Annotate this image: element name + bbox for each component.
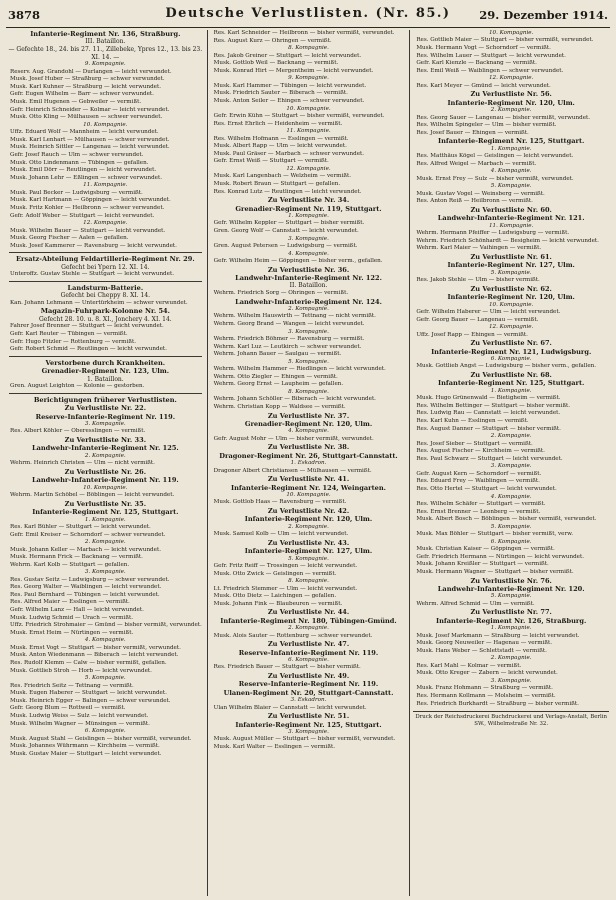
company-heading: 9. Kompagnie.	[84, 61, 126, 68]
casualty-entry: Musk. Robert Braun — Stuttgart — gefallen.	[213, 180, 341, 187]
casualty-entry: Musk. Ernst Vogt — Stuttgart — bisher vermißt, verwundet.	[10, 644, 181, 651]
company-heading: 6. Kompagnie.	[84, 728, 126, 735]
section-heading: Infanterie-Regiment Nr. 125, Stuttgart.	[235, 720, 382, 729]
casualty-entry: Res. Ernst Brenner — Leonberg — vermißt.	[416, 508, 541, 515]
casualty-entry: Musk. Christian Kaiser — Göppingen — vermißt.	[416, 546, 555, 553]
company-heading: 4. Kompagnie.	[288, 428, 329, 435]
company-heading: 6. Kompagnie.	[490, 356, 532, 362]
casualty-entry: Musk. Hermann Vogt — Schorndorf — vermißt.	[416, 45, 551, 51]
section-heading: Zu Verlustliste Nr. 47.	[267, 640, 350, 649]
casualty-entry: Musk. Alois Sauter — Rottenburg — schwer verwundet.	[213, 632, 373, 639]
company-heading: 5. Kompagnie.	[84, 675, 126, 682]
subheading: Gefecht 28. 10. u. 8. XI., Jonchery 4. XI. 14.	[38, 315, 172, 323]
casualty-entry: Musk. Johann Fink — Blaubeuren — vermißt.	[213, 600, 343, 607]
casualty-entry: Wehrm. Heinrich Christen — Ulm — nicht vermißt.	[10, 460, 155, 467]
casualty-entry: Musk. Ernst Heim — Nürtingen — vermißt.	[10, 629, 134, 636]
section-heading: Grenadier-Regiment Nr. 123, Ulm.	[41, 367, 169, 376]
casualty-entry: Res. Rudolf Klemm — Calw — bisher vermißt, gefallen.	[10, 660, 167, 667]
casualty-entry: Musk. Otto Lindenmann — Tübingen — gefallen.	[10, 159, 149, 166]
section-heading: Reserve-Infanterie-Regiment Nr. 119.	[238, 680, 379, 689]
casualty-entry: Musk. Johann Lehr — Eßlingen — schwer verwundet.	[10, 174, 162, 181]
section-heading: Grenadier-Regiment Nr. 120, Ulm.	[244, 419, 373, 428]
company-heading: 3. Kompagnie.	[288, 328, 329, 335]
section-heading: Infanterie-Regiment Nr. 125, Stuttgart.	[438, 379, 585, 388]
section-heading: Ulanen-Regiment Nr. 20, Stuttgart-Cannstatt.	[223, 688, 394, 697]
casualty-entry: Musk. Konrad Hirt — Mergentheim — leicht verwundet.	[213, 67, 374, 74]
section-heading: Landwehr-Infanterie-Regiment Nr. 125.	[31, 444, 179, 453]
section-heading: Zu Verlustliste Nr. 56.	[470, 90, 552, 99]
company-heading: 11. Kompagnie.	[83, 182, 128, 189]
casualty-entry: Gefr. Adolf Weber — Stuttgart — leicht verwundet.	[10, 212, 155, 219]
casualty-entry: Wehrm. Friedrich Böhmer — Ravensburg — vermißt.	[213, 335, 365, 342]
casualty-entry: Musk. Hermann Frick — Backnang — vermißt.	[10, 554, 143, 561]
section-heading: Zu Verlustliste Nr. 44.	[267, 608, 350, 617]
casualty-entry: Musk. Ludwig Weiss — Sulz — leicht verwundet.	[10, 713, 149, 719]
section-heading: Zu Verlustliste Nr. 34.	[267, 196, 350, 205]
casualty-entry: Musk. Albert Rapp — Ulm — leicht verwundet.	[213, 143, 347, 150]
subheading: II. Bataillon.	[289, 282, 328, 290]
company-heading: 8. Kompagnie.	[288, 45, 329, 52]
casualty-entry: Gefr. Wilhelm Heim — Göppingen — bisher verm., gefallen.	[213, 257, 383, 264]
subheading: Gefecht bei Ypern 12. XI. 14.	[61, 263, 150, 271]
casualty-entry: Wehrm. Johann Bauer — Saulgau — vermißt.	[213, 351, 342, 358]
casualty-entry: Res. Anton Reiß — Heilbronn — vermißt.	[416, 198, 533, 205]
casualty-entry: Res. Emil Weiß — Waiblingen — schwer verwundet.	[416, 67, 564, 74]
company-heading: 1. Eskadron.	[290, 460, 327, 467]
company-heading: 5. Kompagnie.	[490, 269, 532, 276]
company-heading: 8. Kompagnie.	[288, 578, 329, 585]
section-heading: Infanterie-Regiment Nr. 127, Ulm.	[244, 547, 373, 556]
printer-footer: Druck der Reichsdruckerei Buchdruckerei und Verlags-Anstalt, Berlin SW., Wilhelmstraße Nr. 32.	[413, 711, 609, 728]
section-heading: Zu Verlustliste Nr. 41.	[267, 475, 350, 484]
company-heading: 5. Kompagnie.	[288, 555, 329, 562]
section-heading: Infanterie-Regiment Nr. 120, Ulm.	[447, 98, 575, 107]
section-heading: Zu Verlustliste Nr. 67.	[470, 339, 552, 348]
company-heading: 12. Kompagnie.	[83, 220, 128, 227]
casualty-entry: Gefr. Friedrich Hermann — Nürtingen — leicht verwundet.	[416, 553, 585, 560]
casualty-entry: Res. Paul Schwarz — Stuttgart — leicht verwundet.	[416, 455, 563, 462]
casualty-entry: Gefr. Georg Bauer — Langenau — vermißt.	[416, 316, 539, 323]
section-heading: Zu Verlustliste Nr. 62.	[470, 284, 552, 293]
section-heading: Zu Verlustliste Nr. 76.	[470, 576, 552, 585]
section-heading: Infanterie-Regiment Nr. 136, Straßburg.	[30, 30, 181, 38]
casualty-entry: Wehrm. Johann Schöller — Biberach — leicht verwundet.	[213, 396, 376, 403]
company-heading: 6. Kompagnie.	[288, 656, 329, 663]
casualty-entry: Res. Hermann Kollmann — Molsheim — vermißt.	[416, 692, 556, 699]
company-heading: 4. Kompagnie.	[288, 250, 329, 257]
section-heading: Zu Verlustliste Nr. 33.	[64, 436, 146, 445]
casualty-entry: Uffz. Josef Rapp — Ehingen — vermißt.	[416, 331, 528, 338]
casualty-entry: Res. Albert Köhler — Oberesslingen — vermißt.	[10, 428, 146, 435]
page-number: 3878	[8, 8, 41, 22]
casualty-entry: Wehrm. Christian Kopp — Waldsee — vermißt.	[213, 403, 346, 410]
company-heading: 2. Kompagnie.	[288, 625, 329, 632]
casualty-entry: Res. Wilhelm Spingeler — Ulm — bisher vermißt.	[416, 122, 557, 129]
casualty-entry: Kan. Johann Lehmann — Untertürkheim — schwer verwundet.	[10, 299, 188, 306]
section-rule	[9, 356, 202, 357]
section-heading: Zu Verlustliste Nr. 42.	[267, 506, 350, 515]
casualty-entry: Musk. Gottlob Haas — Ravensburg — vermißt.	[213, 499, 347, 506]
subheading: Gefecht bei Cheppy 8. XI. 14.	[60, 292, 151, 300]
casualty-entry: Res. Paul Bernhard — Tübingen — leicht verwundet.	[10, 591, 160, 598]
company-heading: 2. Kompagnie.	[288, 305, 329, 312]
casualty-entry: Musk. Otto Kling — Mülhausen — schwer verwundet.	[10, 114, 163, 121]
subheading: — Gefechte 18., 24. bis 27. 11., Zillebeke, Ypres 12., 13. bis 23. XI. 14. —	[8, 46, 203, 61]
casualty-entry: Res. Gottlieb Maier — Stuttgart — bisher vermißt, verwundet.	[416, 37, 594, 44]
section-heading: Zu Verlustliste Nr. 49.	[267, 671, 350, 680]
section-heading: Ersatz-Abteilung Feldartillerie-Regiment Nr. 29.	[16, 255, 195, 264]
company-heading: 4. Kompagnie.	[84, 637, 126, 644]
casualty-entry: Musk. Gustav Maier — Stuttgart — leicht verwundet.	[10, 750, 162, 757]
casualty-entry: Musk. Hugo Grünenwald — Bietigheim — vermißt.	[416, 395, 561, 402]
page-date: 29. Dezember 1914.	[479, 8, 608, 22]
section-heading: Zu Verlustliste Nr. 36.	[267, 265, 350, 274]
casualty-entry: Res. Alfred Maier — Esslingen — vermißt.	[10, 599, 130, 606]
section-rule	[9, 252, 202, 253]
company-heading: 2. Kompagnie.	[84, 452, 126, 459]
section-heading: Infanterie-Regiment Nr. 120, Ulm.	[244, 515, 373, 524]
company-heading: 5. Kompagnie.	[490, 593, 532, 600]
section-heading: Zu Verlustliste Nr. 61.	[470, 252, 552, 261]
section-heading: Reserve-Infanterie-Regiment Nr. 119.	[35, 412, 176, 421]
casualty-entry: Res. Ernst Ehrlich — Heidenheim — vermißt.	[213, 120, 343, 127]
casualty-entry: Wehrm. Karl Kolb — Stuttgart — gefallen.	[10, 561, 130, 568]
columns	[4, 30, 612, 896]
casualty-entry: Reserv. Aug. Grandohl — Durlangen — leicht verwundet.	[10, 68, 172, 75]
company-heading: 3. Kompagnie.	[288, 235, 329, 242]
section-heading: Infanterie-Regiment Nr. 120, Ulm.	[447, 293, 575, 302]
section-heading: Infanterie-Regiment Nr. 124, Weingarten.	[231, 483, 386, 492]
casualty-entry: Musk. Albert Bosch — Böblingen — bisher vermißt, verwundet.	[416, 516, 597, 523]
section-heading: Magazin-Fuhrpark-Kolonne Nr. 54.	[40, 307, 170, 316]
casualty-entry: Musk. Johannes Wührmann — Kirchheim — vermißt.	[10, 743, 160, 750]
casualty-entry: Dragoner Albert Christiansen — Mülhausen — vermißt.	[213, 467, 372, 474]
company-heading: 2. Kompagnie.	[490, 655, 532, 662]
casualty-entry: Musk. Josef Kammerer — Ravensburg — leicht verwundet.	[10, 242, 177, 249]
casualty-entry: Musk. Samuel Kolb — Ulm — leicht verwundet.	[213, 531, 349, 538]
casualty-entry: Res. August Fischer — Kirchheim — vermißt.	[416, 448, 545, 455]
casualty-entry: Wehrm. Martin Schöbel — Böblingen — leicht verwundet.	[10, 492, 175, 499]
casualty-entry: Musk. Friedrich Sauter — Biberach — vermißt.	[213, 90, 348, 97]
company-heading: 10. Kompagnie.	[83, 121, 128, 128]
section-heading: Zu Verlustliste Nr. 68.	[470, 371, 552, 379]
section-heading: Infanterie-Regiment Nr. 125, Stuttgart.	[438, 137, 585, 146]
company-heading: 10. Kompagnie.	[83, 484, 128, 491]
casualty-entry: Res. Otto Hertel — Stuttgart — leicht verwundet.	[416, 485, 557, 492]
section-heading: Verstorbene durch Krankheiten.	[45, 358, 166, 367]
company-heading: 1. Kompagnie.	[490, 387, 532, 394]
section-heading: Infanterie-Regiment Nr. 180, Tübingen-Gmünd.	[220, 616, 397, 625]
company-heading: 10. Kompagnie.	[286, 105, 331, 112]
casualty-entry: Musk. Gottlieb Stroh — Horb — leicht verwundet.	[10, 667, 152, 674]
company-heading: 10. Kompagnie.	[488, 30, 534, 36]
casualty-entry: Wehrm. Hermann Pfeiffer — Ludwigsburg — vermißt.	[416, 230, 570, 237]
casualty-entry: Gefr. August Kern — Schorndorf — vermißt.	[416, 470, 542, 477]
company-heading: 8. Kompagnie.	[288, 388, 329, 395]
company-heading: 3. Kompagnie.	[84, 421, 126, 428]
section-heading: Infanterie-Regiment Nr. 126, Straßburg.	[436, 616, 587, 625]
company-heading: 9. Kompagnie.	[288, 75, 329, 82]
casualty-entry: Musk. Josef Markmann — Straßburg — leicht verwundet.	[416, 632, 580, 639]
casualty-entry: Wehrm. Wilhelm Hauswirth — Tettnang — nicht vermißt.	[213, 313, 376, 320]
casualty-entry: Res. Alfred Weigel — Marbach — vermißt.	[416, 160, 537, 167]
casualty-entry: Musk. Anton Seiler — Ehingen — schwer verwundet.	[213, 97, 365, 104]
casualty-entry: Res. Wilhelm Bettinger — Stuttgart — bisher vermißt.	[416, 402, 571, 409]
casualty-entry: Musk. Wilhelm Bauer — Stuttgart — leicht verwundet.	[10, 227, 166, 234]
casualty-entry: Res. Karl Meyer — Gmünd — leicht verwundet.	[416, 82, 551, 89]
casualty-entry: Wehrm. Alfred Schmid — Ulm — vermißt.	[416, 600, 535, 607]
company-heading: 10. Kompagnie.	[488, 301, 534, 308]
casualty-entry: Res. Georg Walter — Waiblingen — leicht verwundet.	[10, 584, 162, 591]
casualty-entry: Res. Josef Bauer — Ehingen — vermißt.	[416, 129, 529, 136]
casualty-entry: Musk. Johann Keller — Marbach — leicht verwundet.	[10, 546, 161, 553]
casualty-entry: Musk. Eugen Haberer — Stuttgart — leicht verwundet.	[10, 690, 167, 697]
casualty-entry: Res. Friedrich Burkhardt — Straßburg — bisher vermißt.	[416, 700, 579, 707]
casualty-entry: Uffz. Friedrich Strohmaier — Gmünd — bisher vermißt, verwundet.	[10, 622, 202, 629]
casualty-entry: Lt. Friedrich Stemmer — Ulm — leicht verwundet.	[213, 585, 358, 592]
casualty-entry: Res. Karl Bühler — Stuttgart — leicht verwundet.	[10, 523, 151, 530]
casualty-entry: Ulan Wilhelm Blaier — Cannstatt — leicht verwundet.	[213, 704, 367, 711]
casualty-entry: Musk. Otto Zwick — Geislingen — vermißt.	[213, 570, 337, 577]
casualty-entry: Gefr. Erwin Kühn — Stuttgart — bisher vermißt, verwundet.	[213, 112, 385, 119]
casualty-entry: Gefr. Wilhelm Lanz — Hall — leicht verwundet.	[10, 607, 144, 614]
section-heading: Zu Verlustliste Nr. 51.	[267, 712, 350, 721]
casualty-entry: Wehrm. Friedrich Sorg — Öhringen — vermißt.	[213, 289, 349, 296]
casualty-entry: Wehrm. Friedrich Schönhardt — Besigheim — leicht verwundet.	[416, 237, 599, 244]
section-heading: Landwehr-Infanterie-Regiment Nr. 122.	[235, 273, 382, 282]
section-heading: Dragoner-Regiment Nr. 26, Stuttgart-Cannstatt.	[219, 451, 398, 460]
section-heading: Zu Verlustliste Nr. 38.	[267, 443, 350, 452]
subheading: 1. Bataillon.	[86, 375, 124, 383]
casualty-entry: Res. Wilhelm Lauer — Stuttgart — leicht verwundet.	[416, 52, 566, 59]
company-heading: 3. Kompagnie.	[84, 569, 126, 576]
casualty-entry: Gefr. Fritz Reiff — Trossingen — leicht verwundet.	[213, 562, 358, 569]
casualty-entry: Musk. Gustav Vogel — Weinsberg — vermißt.	[416, 190, 545, 197]
header-rule	[6, 27, 610, 28]
casualty-entry: Musk. Franz Hohmann — Straßburg — vermißt.	[416, 685, 553, 692]
casualty-entry: Res. Gustav Seitz — Ludwigsburg — schwer verwundet.	[10, 576, 170, 583]
company-heading: 12. Kompagnie.	[286, 165, 331, 172]
company-heading: 11. Kompagnie.	[286, 128, 331, 135]
company-heading: 11. Kompagnie.	[488, 222, 534, 229]
company-heading: 1. Kompagnie.	[490, 145, 532, 152]
company-heading: 2. Kompagnie.	[84, 539, 126, 546]
casualty-entry: Musk. Gottlob Weil — Backnang — vermißt.	[213, 60, 339, 67]
casualty-entry: Res. Eduard Frey — Waiblingen — vermißt.	[416, 478, 540, 485]
section-heading: Reserve-Infanterie-Regiment Nr. 119.	[238, 648, 379, 657]
casualty-entry: Gefr. Eugen Wilhelm — Barr — schwer verwundet.	[10, 91, 154, 98]
section-rule	[9, 393, 202, 394]
section-heading: Landwehr-Infanterie-Regiment Nr. 120.	[437, 584, 585, 593]
casualty-entry: Unteroffz. Gustav Stehle — Stuttgart — leicht verwundet.	[10, 271, 174, 278]
casualty-entry: Gefr. Josef Rauch — Ulm — schwer verwundet.	[10, 151, 144, 158]
casualty-entry: Res. Friedrich Bauer — Stuttgart — bisher vermißt.	[213, 664, 361, 671]
page-title: Deutsche Verlustlisten. (Nr. 85.)	[165, 6, 451, 21]
section-heading: Infanterie-Regiment Nr. 121, Ludwigsburg.	[431, 347, 592, 356]
casualty-entry: Res. August Danner — Stuttgart — bisher vermißt.	[416, 425, 561, 432]
company-heading: 4. Kompagnie.	[490, 168, 532, 175]
casualty-entry: Musk. Georg Fischer — Aalen — gefallen.	[10, 235, 129, 242]
company-heading: 1. Kompagnie.	[84, 516, 126, 523]
casualty-entry: Musk. Heinrich Egger — Balingen — schwer verwundet.	[10, 697, 171, 704]
casualty-entry: Gefr. August Mohr — Ulm — bisher vermißt, verwundet.	[213, 435, 374, 442]
section-heading: Landwehr-Infanterie-Regiment Nr. 119.	[31, 476, 179, 485]
company-heading: 12. Kompagnie.	[488, 324, 534, 331]
casualty-entry: Musk. Karl Langenbach — Welzheim — vermißt.	[213, 173, 352, 180]
casualty-entry: Musk. Otto Kreger — Zabern — leicht verwundet.	[416, 670, 558, 677]
casualty-entry: Gefr. Wilhelm Haberer — Ulm — leicht verwundet.	[416, 309, 561, 315]
company-heading: 3. Eskadron.	[290, 697, 327, 704]
casualty-entry: Res. Konrad Lutz — Reutlingen — leicht verwundet.	[213, 188, 362, 195]
casualty-entry: Res. Wilhelm Hofmann — Esslingen — vermißt.	[213, 135, 349, 142]
section-heading: Landwehr-Infanterie-Regiment Nr. 121.	[437, 214, 585, 223]
company-heading: 5. Kompagnie.	[490, 183, 532, 190]
section-heading: Zu Verlustliste Nr. 60.	[470, 205, 552, 214]
casualty-entry: Musk. Fritz Kohler — Heilbronn — schwer verwundet.	[10, 204, 165, 211]
casualty-entry: Musk. Johann Kreißler — Stuttgart — vermißt.	[416, 561, 549, 568]
casualty-entry: Musk. Paul Gräser — Marbach — schwer verwundet.	[213, 150, 365, 157]
casualty-entry: Wehrm. Georg Ernst — Laupheim — gefallen.	[213, 381, 344, 388]
company-heading: 5. Kompagnie.	[288, 358, 329, 365]
company-heading: 12. Kompagnie.	[488, 75, 534, 82]
section-heading: Landsturm-Batterie.	[67, 283, 144, 292]
company-heading: 1. Kompagnie.	[490, 625, 532, 632]
casualty-entry: Musk. Hans Weber — Schlettstadt — vermißt.	[416, 647, 547, 654]
section-heading: Infanterie-Regiment Nr. 127, Ulm.	[447, 261, 575, 270]
section-heading: Grenadier-Regiment Nr. 119, Stuttgart.	[235, 204, 382, 213]
company-heading: 2. Kompagnie.	[490, 433, 532, 440]
casualty-entry: Res. Ludwig Rau — Cannstatt — leicht verwundet.	[416, 410, 561, 417]
company-heading: 1. Kompagnie.	[288, 212, 329, 219]
casualty-entry: Musk. August Stahl — Geislingen — bisher vermißt, verwundet.	[10, 735, 192, 742]
section-heading: Zu Verlustliste Nr. 22.	[64, 404, 146, 413]
section-heading: Landwehr-Infanterie-Regiment Nr. 124.	[235, 297, 382, 306]
casualty-entry: Gefr. Robert Schmid — Reutlingen — leicht verwundet.	[10, 346, 167, 353]
casualty-entry: Gefr. Heinrich Schneider — Kolmar — leicht verwundet.	[10, 106, 170, 113]
casualty-entry: Musk. Wilhelm Wagner — Münsingen — vermißt.	[10, 720, 150, 727]
casualty-entry: Musk. Karl Lenhart — Mülhausen — schwer verwundet.	[10, 136, 170, 143]
casualty-entry: Musk. Karl Hammer — Tübingen — leicht verwundet.	[213, 82, 367, 89]
company-heading: 3. Kompagnie.	[490, 677, 532, 684]
casualty-entry: Gefr. Ernst Weiß — Stuttgart — vermißt.	[213, 158, 329, 165]
column-middle	[207, 30, 410, 896]
company-heading: 3. Kompagnie.	[288, 729, 329, 735]
casualty-entry: Res. Josef Sieber — Stuttgart — vermißt.	[416, 440, 533, 447]
section-heading: Infanterie-Regiment Nr. 125, Stuttgart.	[32, 508, 179, 517]
casualty-entry: Uffz. Eduard Wolf — Mannheim — leicht verwundet.	[10, 129, 159, 136]
casualty-entry: Musk. Gottlieb Angst — Ludwigsburg — bisher verm., gefallen.	[416, 363, 597, 370]
casualty-entry: Fahrer Josef Brenner — Stuttgart — leicht verwundet.	[10, 323, 164, 330]
casualty-entry: Musk. Emil Hugenen — Gebweiler — vermißt.	[10, 98, 142, 105]
casualty-entry: Res. Wilhelm Schäfer — Stuttgart — vermißt.	[416, 500, 546, 507]
casualty-entry: Res. Matthäus Kögel — Geislingen — leicht verwundet.	[416, 153, 574, 160]
casualty-entry: Res. Georg Sauer — Langenau — bisher vermißt, verwundet.	[416, 114, 591, 121]
casualty-entry: Musk. Paul Becker — Ludwigsburg — vermißt.	[10, 189, 143, 196]
casualty-entry: Res. August Kurz — Öhringen — vermißt.	[213, 37, 332, 44]
casualty-entry: Res. Karl Schneider — Heilbronn — bisher vermißt, verwundet.	[213, 30, 395, 36]
casualty-entry: Res. Karl Kuhn — Esslingen — vermißt.	[416, 418, 529, 424]
casualty-entry: Gefr. Emil Kreiser — Schorndorf — schwer verwundet.	[10, 531, 166, 538]
casualty-entry: Musk. Josef Huber — Straßburg — schwer verwundet.	[10, 76, 165, 83]
casualty-entry: Musk. Ludwig Schmid — Urach — vermißt.	[10, 614, 133, 621]
casualty-entry: Gefr. Karl Reuter — Tübingen — vermißt.	[10, 331, 128, 338]
casualty-entry: Gefr. Karl Kienzle — Backnang — vermißt.	[416, 60, 537, 67]
section-heading: Zu Verlustliste Nr. 26.	[64, 467, 146, 476]
casualty-entry: Gren. August Petersen — Ludwigsburg — vermißt.	[213, 242, 358, 249]
casualty-entry: Musk. August Müller — Stuttgart — bisher vermißt, verwundet.	[213, 736, 396, 743]
company-heading: 6. Kompagnie.	[490, 538, 532, 545]
casualty-entry: Musk. Karl Hartmann — Göppingen — leicht verwundet.	[10, 197, 171, 204]
casualty-entry: Gren. Georg Wolf — Cannstatt — leicht verwundet.	[213, 227, 359, 234]
section-heading: Zu Verlustliste Nr. 35.	[64, 499, 146, 508]
casualty-entry: Musk. Heinrich Sittler — Langenau — leicht verwundet.	[10, 144, 170, 151]
company-heading: 5. Kompagnie.	[490, 523, 532, 530]
section-heading: Zu Verlustliste Nr. 43.	[267, 538, 350, 547]
company-heading: 2. Kompagnie.	[490, 107, 532, 114]
company-heading: 2. Kompagnie.	[288, 523, 329, 530]
section-heading: Zu Verlustliste Nr. 77.	[470, 608, 552, 617]
section-heading: Berichtigungen früherer Verlustlisten.	[33, 395, 177, 404]
casualty-entry: Wehrm. Karl Luz — Leutkirch — schwer verwundet.	[213, 343, 362, 350]
casualty-entry: Musk. Max Böhler — Stuttgart — bisher vermißt, verw.	[416, 531, 574, 538]
casualty-entry: Wehrm. Otto Ziegler — Ehingen — vermißt.	[213, 373, 338, 380]
section-heading: Zu Verlustliste Nr. 37.	[267, 411, 350, 420]
casualty-entry: Musk. Karl Walter — Esslingen — vermißt.	[213, 744, 335, 750]
casualty-entry: Gefr. Hugo Fitzler — Rottenburg — vermißt.	[10, 338, 137, 345]
casualty-entry: Musk. Emil Dörr — Reutlingen — leicht verwundet.	[10, 167, 157, 174]
casualty-entry: Res. Jakob Stehle — Ulm — bisher vermißt.	[416, 277, 540, 284]
casualty-entry: Musk. Georg Neuweiler — Hagenau — vermißt.	[416, 640, 553, 647]
casualty-entry: Wehrm. Georg Brand — Wangen — leicht verwundet.	[213, 320, 365, 327]
company-heading: 3. Kompagnie.	[490, 463, 532, 470]
casualty-entry: Musk. Hermann Wagner — Stuttgart — bisher vermißt.	[416, 568, 574, 575]
casualty-entry: Wehrm. Karl Maier — Vaihingen — vermißt.	[416, 245, 542, 252]
company-heading: 4. Kompagnie.	[490, 493, 532, 500]
casualty-entry: Gefr. Wilhelm Keppler — Stuttgart — bisher vermißt.	[213, 220, 365, 227]
casualty-entry: Gren. August Leighton — Kolonie — gestorben.	[10, 383, 145, 390]
page-header	[8, 6, 608, 24]
casualty-entry: Res. Friedrich Seitz — Tettnang — vermißt.	[10, 682, 134, 689]
casualty-entry: Wehrm. Wilhelm Hammer — Riedlingen — leicht verwundet.	[213, 366, 386, 373]
casualty-entry: Res. Jakob Greiner — Stuttgart — leicht verwundet.	[213, 52, 362, 59]
casualty-entry: Res. Karl Mahl — Kolmar — vermißt.	[416, 662, 522, 669]
casualty-entry: Musk. Karl Kuhner — Straßburg — leicht verwundet.	[10, 83, 162, 90]
casualty-entry: Musk. Anton Wiedenmann — Biberach — leicht verwundet.	[10, 652, 179, 659]
column-left	[4, 30, 207, 896]
subheading: III. Bataillon.	[85, 38, 126, 46]
casualty-entry: Musk. Ernst Frey — Sulz — bisher vermißt, verwundet.	[416, 175, 574, 182]
company-heading: 10. Kompagnie.	[286, 491, 331, 498]
casualty-entry: Musk. Otto Dietz — Laichingen — gefallen.	[213, 593, 337, 600]
casualty-entry: Gefr. Georg Blum — Rottweil — vermißt.	[10, 705, 126, 712]
section-rule	[9, 281, 202, 282]
column-right	[409, 30, 612, 896]
